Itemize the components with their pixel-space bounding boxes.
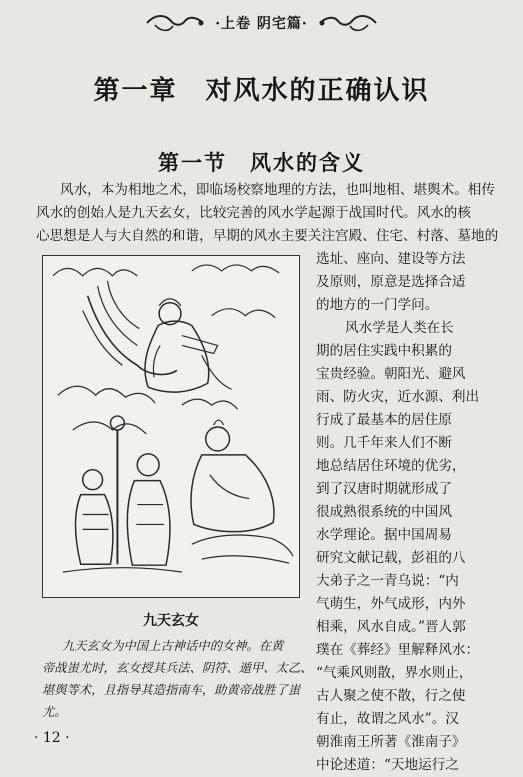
chapter-title: 第一章 对风水的正确认识 — [93, 76, 430, 106]
paragraph-line: 气萌生，外气成形，内外 — [316, 596, 466, 612]
paragraph-line: 中论述道：“天地运行之 — [316, 757, 459, 773]
paragraph-line: 古人聚之使不散，行之使 — [316, 688, 466, 704]
paragraph-line: 及原则，原意是选择合适 — [316, 274, 466, 290]
paragraph-line: 大弟子之一青乌说：“内 — [316, 573, 459, 589]
paragraph-line: 到了汉唐时期就形成了 — [316, 481, 452, 497]
figure-caption-line: 尤。 — [42, 705, 67, 719]
paragraph-line: 风水，本为相地之术，即临场校察地理的方法，也叫地相、堪舆术。相传 — [60, 182, 495, 198]
paragraph-line: 选址、座向、建设等方法 — [316, 251, 466, 267]
figure-caption-line: 九天玄女为中国上古神话中的女神。在黄 — [62, 639, 284, 653]
figure-caption-line: 堪舆等术，且指导其造指南车，助黄帝战胜了蚩 — [42, 683, 301, 697]
section-title: 第一节 风水的含义 — [158, 151, 365, 175]
paragraph-line: 宝贵经验。朝阳光、避风 — [316, 366, 466, 382]
figure-caption-title: 九天玄女 — [143, 613, 199, 629]
page-number: · 12 · — [34, 730, 70, 746]
paragraph-line: 行成了最基本的居住原 — [316, 412, 452, 428]
paragraph-line: 朝淮南王所著《淮南子》 — [316, 734, 466, 750]
running-header — [0, 10, 523, 36]
paragraph-line: 雨、防火灾，近水源、利出 — [316, 389, 480, 405]
paragraph-line: 有止，故谓之风水”。汉 — [316, 711, 459, 727]
paragraph-line: 相乘，风水自成。”晋人郭 — [316, 619, 466, 635]
illustration-jiutian-xuannu — [42, 255, 300, 598]
paragraph-line: 风水的创始人是九天玄女，比较完善的风水学起源于战国时代。风水的核 — [36, 205, 471, 221]
paragraph-line: 璞在《葬经》里解释风水： — [316, 642, 480, 658]
right-ornament-icon — [318, 12, 378, 34]
paragraph-line: 水学理论。据中国周易 — [316, 527, 452, 543]
paragraph-line: 期的居住实践中积累的 — [316, 343, 452, 359]
header-text: ·上卷 阴宅篇· — [215, 16, 308, 32]
figure-caption-line: 帝战蚩尤时，玄女授其兵法、阴符、遁甲、太乙、 — [42, 661, 313, 675]
paragraph-line: 很成熟很系统的中国风 — [316, 504, 452, 520]
paragraph-line: 心思想是人与大自然的和谐，早期的风水主要关注宫殿、住宅、村落、墓地的 — [36, 228, 499, 244]
paragraph-line: 研究文献记载，彭祖的八 — [316, 550, 466, 566]
paragraph-line: 的地方的一门学问。 — [316, 297, 439, 313]
paragraph-line: 则。几千年来人们不断 — [316, 435, 452, 451]
paragraph-line: 风水学是人类在长 — [345, 320, 454, 336]
left-ornament-icon — [145, 12, 205, 34]
paragraph-line: 地总结居住环境的优劣， — [316, 458, 466, 474]
paragraph-line: “气乘风则散，界水则止， — [316, 665, 473, 681]
